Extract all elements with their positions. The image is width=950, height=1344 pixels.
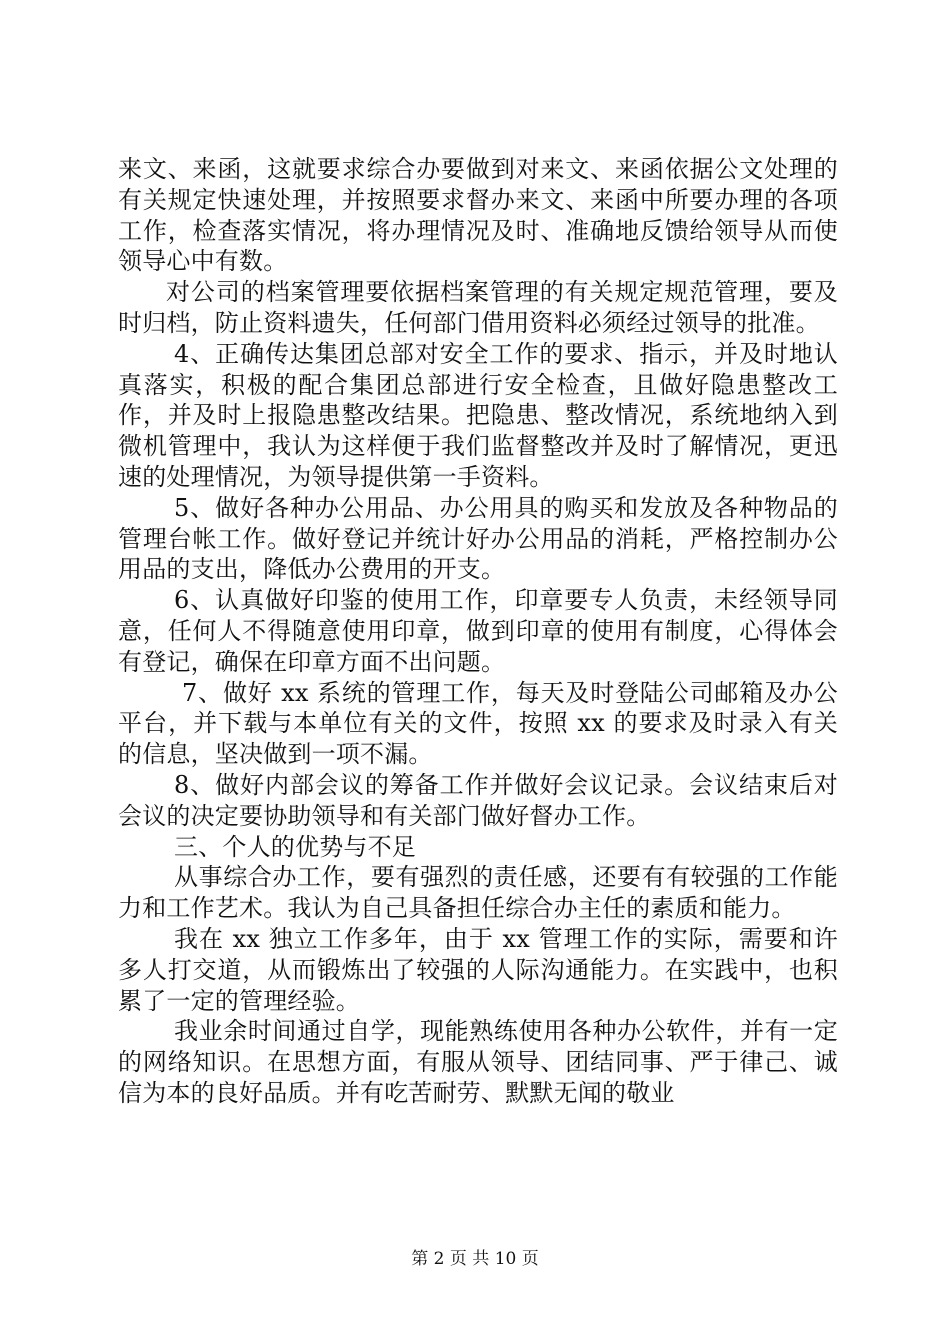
paragraph-item-8: 8、做好内部会议的筹备工作并做好会议记录。会议结束后对会议的决定要协助领导和有关部门做好督办工作。 (118, 770, 838, 830)
document-body (118, 154, 838, 1109)
section-heading-strengths: 三、个人的优势与不足 (174, 832, 416, 861)
paragraph-item-4: 4、正确传达集团总部对安全工作的要求、指示，并及时地认真落实，积极的配合集团总部进行安全检查，且做好隐患整改工作，并及时上报隐患整改结果。把隐患、整改情况，系统地纳入到微机管理中，我认为这样便于我们监督整改并及时了解情况，更迅速的处理情况，为领导提供第一手资料。 (118, 339, 838, 491)
paragraph-experience: 我在 xx 独立工作多年，由于 xx 管理工作的实际，需要和许多人打交道，从而锻炼出了较强的人际沟通能力。在实践中，也积累了一定的管理经验。 (118, 924, 838, 1015)
page-number-footer: 第 2 页 共 10 页 (411, 1249, 539, 1269)
paragraph-item-6: 6、认真做好印鉴的使用工作，印章要专人负责，未经领导同意，任何人不得随意使用印章，做到印章的使用有制度，心得体会有登记，确保在印章方面不出问题。 (118, 586, 838, 676)
paragraph-item-5: 5、做好各种办公用品、办公用具的购买和发放及各种物品的管理台帐工作。做好登记并统计好办公用品的消耗，严格控制办公用品的支出，降低办公费用的开支。 (118, 493, 838, 584)
paragraph-archive-management: 对公司的档案管理要依据档案管理的有关规定规范管理，要及时归档，防止资料遗失，任何部门借用资料必须经过领导的批准。 (118, 278, 838, 337)
paragraph-continuation: 来文、来函，这就要求综合办要做到对来文、来函依据公文处理的有关规定快速处理，并按照要求督办来文、来函中所要办理的各项工作，检查落实情况，将办理情况及时、准确地反馈给领导从而使领导心中有数。 (118, 155, 838, 276)
paragraph-responsibility: 从事综合办工作，要有强烈的责任感，还要有有较强的工作能力和工作艺术。我认为自己具备担任综合办主任的素质和能力。 (118, 863, 838, 923)
paragraph-item-7: 7、做好 xx 系统的管理工作，每天及时登陆公司邮箱及办公平台，并下载与本单位有关的文件，按照 xx 的要求及时录入有关的信息，坚决做到一项不漏。 (118, 678, 838, 769)
paragraph-skills: 我业余时间通过自学，现能熟练使用各种办公软件，并有一定的网络知识。在思想方面，有服从领导、团结同事、严于律己、诚信为本的良好品质。并有吃苦耐劳、默默无闻的敬业 (118, 1017, 838, 1107)
